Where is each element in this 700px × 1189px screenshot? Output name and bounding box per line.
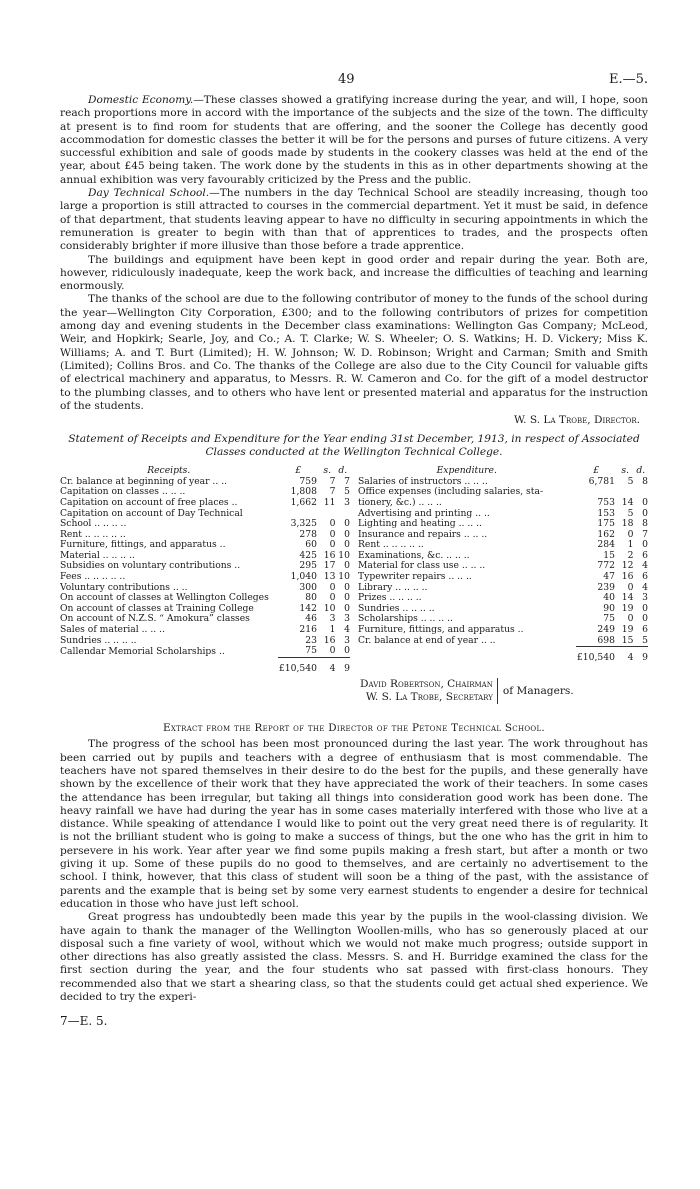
receipts-cell-d: 0 [344, 539, 350, 551]
managers-signature [360, 678, 648, 704]
receipts-cell-l: 300 [299, 581, 317, 593]
receipts-cell-label: Capitation on account of Day Technical [60, 508, 243, 519]
receipts-cell-l: 3,325 [290, 518, 317, 530]
receipts-cell-s: 7 [329, 475, 336, 487]
receipts-cell-label: On account of classes at Wellington Colleges [60, 593, 269, 604]
receipts-row [60, 646, 350, 657]
receipts-cell-l: 80 [305, 592, 317, 604]
chairman-name: David Robertson, Chairman [360, 678, 493, 691]
expenditure-cell-s: 0 [627, 581, 634, 593]
receipts-cell-label: School .. .. .. .. [60, 519, 127, 530]
para-day-technical [60, 187, 648, 253]
page-number: 49 [338, 72, 355, 87]
receipts-cell-s: 11 [323, 496, 336, 508]
receipts-cell-d: 3 [344, 613, 350, 625]
receipts-cell-l: 759 [299, 475, 317, 487]
receipts-cell-d: 0 [344, 645, 350, 657]
receipts-cell-s: 3 [329, 613, 336, 625]
expenditure-cell-label: Salaries of instructors .. .. .. [358, 476, 488, 487]
receipts-cell-d: 10 [338, 571, 350, 583]
expenditure-cell-label: Library .. .. .. .. [358, 582, 428, 593]
receipts-cell-d: 3 [344, 634, 350, 646]
receipts-cell-l: 295 [299, 560, 317, 572]
expenditure-cell-s: 19 [621, 602, 634, 614]
receipts-cell-label: Voluntary contributions .. .. [60, 582, 188, 593]
page-header [60, 72, 648, 94]
expenditure-cell-d: 4 [642, 581, 648, 593]
receipts-cell-l: 1,662 [290, 496, 317, 508]
receipts-cell-d: 4 [344, 624, 350, 636]
expenditure-cell-s: 14 [621, 592, 634, 604]
receipts-table [60, 464, 350, 675]
expenditure-cell-l: 90 [603, 602, 615, 614]
expenditure-cell-l: 162 [597, 528, 615, 540]
col-pence: d. [338, 464, 348, 476]
expenditure-cell-label: Material for class use .. .. .. [358, 561, 486, 572]
receipts-cell-label: On account of classes at Training College [60, 603, 254, 614]
receipts-cell-s: 0 [329, 528, 336, 540]
receipts-column [60, 464, 350, 675]
receipts-cell-s: 1 [329, 624, 336, 636]
receipts-cell-l: 425 [299, 549, 317, 561]
receipts-cell-l: 46 [305, 613, 317, 625]
receipts-cell-l: 278 [299, 528, 317, 540]
receipts-cell-label: Sales of material .. .. .. [60, 625, 165, 636]
receipts-cell-label: Callendar Memorial Scholarships .. [60, 646, 225, 657]
receipts-cell-s: 10 [323, 602, 336, 614]
expenditure-cell-label: Sundries .. .. .. .. [358, 603, 435, 614]
receipts-cell-d: 0 [344, 518, 350, 530]
expenditure-cell-d: 4 [642, 560, 648, 572]
receipts-cell-label: Sundries .. .. .. .. [60, 635, 137, 646]
expenditure-cell-label: Insurance and repairs .. .. .. [358, 529, 488, 540]
expenditure-cell-s: 16 [621, 571, 634, 583]
expenditure-cell-label: Office expenses (including salaries, sta- [358, 487, 544, 498]
col-pounds: £ [295, 464, 302, 476]
receipts-cell-d: 0 [344, 560, 350, 572]
expenditure-cell-d: 0 [642, 496, 648, 508]
receipts-cell-l: 216 [299, 624, 317, 636]
expenditure-cell-l: 772 [597, 560, 615, 572]
expenditure-cell-label: Scholarships .. .. .. .. [358, 614, 453, 625]
receipts-cell-d: 5 [344, 486, 350, 498]
expenditure-row [358, 636, 648, 647]
document-page [60, 72, 648, 1028]
page-footer: 7—E. 5. [60, 1014, 108, 1029]
receipts-cell-label: Capitation on classes .. .. .. [60, 487, 186, 498]
expenditure-cell-d: 6 [642, 571, 648, 583]
receipts-cell-label: Cr. balance at beginning of year .. .. [60, 476, 228, 487]
receipts-cell-l: 23 [305, 634, 317, 646]
expenditure-total-pounds: £10,540 [576, 647, 617, 664]
expenditure-cell-s: 19 [621, 624, 634, 636]
receipts-cell-s: 16 [323, 549, 336, 561]
col-pounds: £ [593, 464, 600, 476]
secretary-name: W. S. La Trobe, Secretary [365, 691, 493, 704]
receipts-cell-d: 7 [344, 475, 350, 487]
receipts-cell-d: 0 [344, 581, 350, 593]
expenditure-cell-label: Typewriter repairs .. .. .. [358, 572, 472, 583]
receipts-cell-d: 0 [344, 602, 350, 614]
expenditure-cell-l: 75 [603, 613, 615, 625]
expenditure-cell-label: tionery, &c.) .. .. .. [358, 497, 442, 508]
receipts-cell-d: 10 [338, 549, 350, 561]
receipts-cell-label: Capitation on account of free places .. [60, 497, 238, 508]
expenditure-cell-d: 6 [642, 549, 648, 561]
expenditure-cell-label: Rent .. .. .. .. .. [358, 540, 424, 551]
receipts-cell-l: 60 [305, 539, 317, 551]
expenditure-cell-l: 249 [597, 624, 615, 636]
statement-title: Statement of Receipts and Expenditure for the Year ending 31st December, 1913, in respect of Associated Classes conducted at the Wellington Technical College. [68, 433, 640, 459]
receipts-cell-s: 0 [329, 581, 336, 593]
receipts-cell-l: 142 [299, 602, 317, 614]
expenditure-cell-s: 2 [627, 549, 634, 561]
expenditure-cell-d: 0 [642, 507, 648, 519]
expenditure-cell-l: 284 [597, 539, 615, 551]
col-shillings: s. [323, 464, 332, 476]
expenditure-cell-d: 7 [642, 528, 648, 540]
expenditure-cell-l: 153 [597, 507, 615, 519]
para-thanks: The thanks of the school are due to the following contributor of money to the funds of the school during the year—Wellington City Corporation, £300; and to the following contributors of prizes for competition among day and evening students in the December class examinations: Wellington Gas Company; McLeod, Weir, and Hopkirk; Searle, Joy, and Co.; A. T. Clarke; W. S. Wheeler; O. S. Watkins; H. D. Vickery; Miss K. Williams; A. and T. Burt (Limited); H. W. Johnson; W. D. Robinson; Wright and Carman; Smith and Smith (Limited); Collins Bros. and Co. The thanks of the College are also due to the City Council for valuable gifts of electrical machinery and apparatus, to Messrs. R. W. Cameron and Co. for the gift of a model destructor to the plumbing classes, and to others who have lent or presented material and apparatus for the instruction of the students. [60, 293, 648, 412]
expenditure-cell-s: 12 [621, 560, 634, 572]
expenditure-cell-d: 0 [642, 602, 648, 614]
para-petone-wool: Great progress has undoubtedly been made this year by the pupils in the wool-classing division. We have again to thank the manager of the Wellington Woollen-mills, who has so generously placed at our disposal such a fine variety of wool, without which we would not make much progress; outside support in other directions has also greatly assisted the class. Messrs. S. and H. Burridge examined the class for the first section during the year, and the four students who sat passed with first-class honours. They recommended also that we start a shearing class, so that the students could get actual shed experience. We decided to try the experi- [60, 911, 648, 1004]
expenditure-cell-d: 0 [642, 613, 648, 625]
section-title-domestic: Domestic Economy. [88, 94, 194, 106]
expenditure-cell-d: 0 [642, 539, 648, 551]
receipts-cell-d: 0 [344, 592, 350, 604]
expenditure-cell-label: Cr. balance at end of year .. .. [358, 635, 496, 647]
receipts-cell-s: 13 [323, 571, 336, 583]
receipts-cell-l: 1,808 [290, 486, 317, 498]
receipts-cell-s: 0 [329, 518, 336, 530]
expenditure-cell-l: 40 [603, 592, 615, 604]
expenditure-cell-label: Advertising and printing .. .. [358, 508, 490, 519]
expenditure-cell-s: 0 [627, 613, 634, 625]
expenditure-cell-d: 3 [642, 592, 648, 604]
receipts-cell-label: Material .. .. .. .. [60, 550, 135, 561]
expenditure-cell-l: 6,781 [588, 475, 615, 487]
receipts-cell-s: 7 [329, 486, 336, 498]
col-shillings: s. [621, 464, 630, 476]
expenditure-cell-l: 175 [597, 518, 615, 530]
expenditure-cell-s: 18 [621, 518, 634, 530]
receipts-cell-d: 0 [344, 528, 350, 540]
receipts-total-row [60, 657, 350, 674]
expenditure-cell-s: 5 [627, 507, 634, 519]
doc-reference: E.—5. [608, 72, 648, 87]
receipts-cell-label: Rent .. .. .. .. .. [60, 529, 126, 540]
expenditure-cell-l: 239 [597, 581, 615, 593]
receipts-cell-label: Fees .. .. .. .. .. [60, 572, 126, 583]
expenditure-cell-s: 5 [627, 475, 634, 487]
para-buildings: The buildings and equipment have been kept in good order and repair during the year. Both are, however, ridiculously inadequate, keep the work back, and increase the difficulties of teaching and learning enormously. [60, 253, 648, 293]
expenditure-cell-d: 8 [642, 475, 648, 487]
expenditure-total-pence: 9 [633, 647, 648, 664]
receipts-cell-d: 3 [344, 496, 350, 508]
receipts-cell-l: 75 [305, 645, 317, 657]
expenditure-cell-label: Lighting and heating .. .. .. [358, 519, 482, 530]
receipts-heading: Receipts. [147, 464, 191, 476]
para-petone-progress: The progress of the school has been most pronounced during the last year. The work throughout has been carried out by pupils and teachers with a degree of enthusiasm that is most commendable. The teachers have not spared themselves in their desire to do the best for the pupils, and these generally have shown by the excellence of their work that they have appreciated the work of their teachers. In some cases the attendance has been irregular, but taking all things into consideration good work has been done. The heavy rainfall we have had during the year has in some cases materially interfered with those who live at a distance. While speaking of attendance I would like to point out the very great need there is of regularity. It is not the brilliant student who is going to make a success of things, but the one who has the grit in him to persevere in his work. Year after year we find some pupils making a fresh start, but after a month or two giving it up. Some of these pupils do no good to themselves, and are certainly no advertisement to the school. I think, however, that this class of student will soon be a thing of the past, with the assistance of parents and the example that is being set by some very earnest students to engender a desire for technical education in those who have just left school. [60, 738, 648, 910]
expenditure-cell-l: 47 [603, 571, 615, 583]
receipts-total-shillings: 4 [319, 657, 336, 674]
expenditure-cell-l: 753 [597, 496, 615, 508]
accounts-statement [60, 464, 648, 675]
receipts-row [60, 498, 350, 509]
section-title-day: Day Technical School. [88, 187, 210, 200]
receipts-cell-s: 16 [323, 634, 336, 646]
expenditure-total-shillings: 4 [617, 647, 634, 664]
expenditure-cell-d: 8 [642, 518, 648, 530]
expenditure-table [358, 464, 648, 664]
receipts-cell-label: Subsidies on voluntary contributions .. [60, 561, 241, 572]
para-domestic-economy [60, 94, 648, 187]
expenditure-cell-d: 6 [642, 624, 648, 636]
extract-title: Extract from the Report of the Director of the Petone Technical School. [162, 722, 545, 735]
para-domestic-text: —These classes showed a gratifying increase during the year, and will, I hope, soon reach proportions more in accord with the importance of the subjects and the size of the town. The difficulty at present is to find room for students that are offering, and the sooner the College has decently good accommodation for domestic classes the better it will be for the persons and purses of future citizens. A very successful exhibition and sale of goods made by students in the cookery classes was held at the end of the year, about £45 being taken. The work done by the students in this as in other departments showing at the annual exhibition was very favourably criticized by the Press and the public. [60, 94, 648, 186]
receipts-cell-s: 17 [323, 560, 336, 572]
expenditure-cell-l: 698 [597, 634, 615, 646]
managers-of-label: of Managers. [502, 684, 574, 697]
receipts-cell-label: Furniture, fittings, and apparatus .. [60, 540, 226, 551]
expenditure-cell-s: 1 [627, 539, 634, 551]
receipts-cell-label: On account of N.Z.S. “ Amokura” classes [60, 614, 250, 625]
expenditure-row [358, 498, 648, 509]
director-signature: W. S. La Trobe, Director. [514, 414, 640, 427]
expenditure-heading: Expenditure. [436, 464, 497, 476]
expenditure-total-row [358, 647, 648, 664]
expenditure-cell-d: 5 [642, 634, 648, 646]
receipts-total-pounds: £10,540 [278, 657, 319, 674]
expenditure-cell-s: 14 [621, 496, 634, 508]
expenditure-cell-l: 15 [603, 549, 615, 561]
para-day-text: —The numbers in the day Technical School are steadily increasing, though too large a proportion is still attracted to courses in the commercial department. Yet it must be said, in defence of that department, that students leaving appear to have no difficulty in securing appointments in which the remuneration is greater to begin with than that of apprentices to trades, and the prospects often considerably brighter if more illusive than those before a trade apprentice. [60, 187, 649, 253]
expenditure-column [358, 464, 648, 675]
receipts-total-pence: 9 [335, 657, 350, 674]
expenditure-cell-s: 15 [621, 634, 634, 646]
col-pence: d. [636, 464, 646, 476]
receipts-cell-s: 0 [329, 592, 336, 604]
receipts-cell-s: 0 [329, 539, 336, 551]
expenditure-cell-label: Furniture, fittings, and apparatus .. [358, 625, 524, 636]
expenditure-row [358, 477, 648, 488]
receipts-cell-s: 0 [329, 645, 336, 657]
expenditure-cell-label: Examinations, &c. .. .. .. [358, 550, 470, 561]
expenditure-cell-s: 0 [627, 528, 634, 540]
expenditure-cell-label: Prizes .. .. .. .. [358, 593, 422, 604]
receipts-cell-l: 1,040 [290, 571, 317, 583]
